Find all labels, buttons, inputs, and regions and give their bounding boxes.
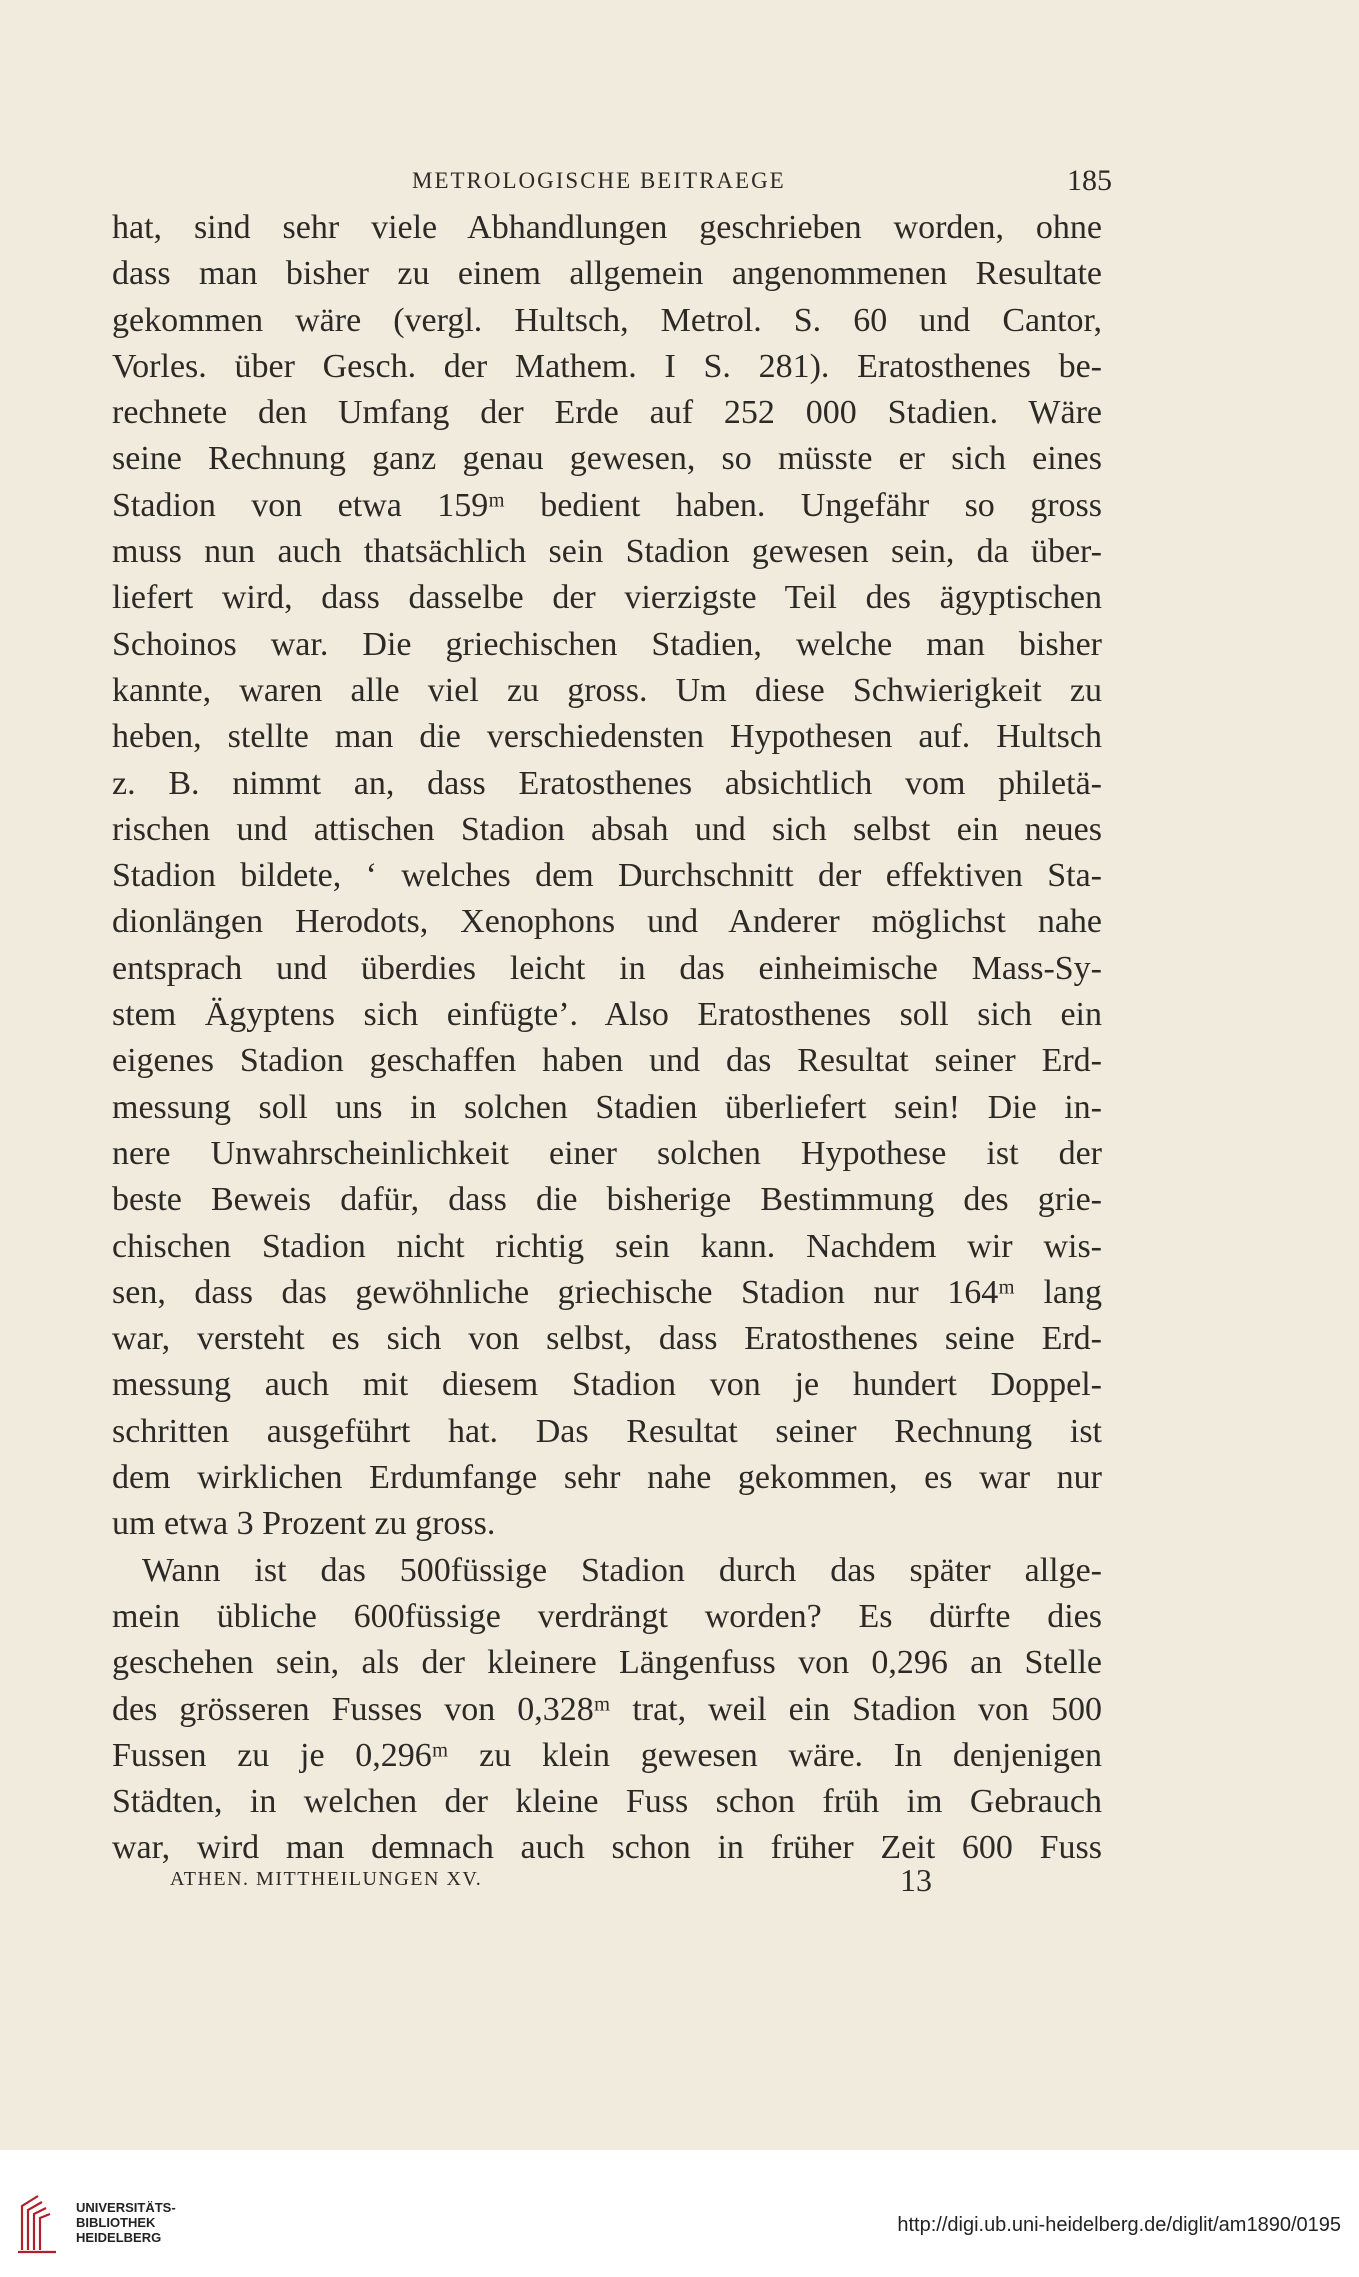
text-line: Stadion von etwa 159ᵐ bedient haben. Ungefähr so gross xyxy=(112,486,1102,524)
library-name-line: UNIVERSITÄTS- xyxy=(76,2200,176,2215)
text-line: messung soll uns in solchen Stadien überliefert sein! Die in- xyxy=(112,1088,1102,1126)
body-text xyxy=(112,205,1102,1872)
text-line: Wann ist das 500füssige Stadion durch das später allge- xyxy=(142,1551,1102,1589)
text-line: gekommen wäre (vergl. Hultsch, Metrol. S. 60 und Cantor, xyxy=(112,301,1102,339)
text-line: eigenes Stadion geschaffen haben und das Resultat seiner Erd- xyxy=(112,1042,1102,1080)
text-line: z. B. nimmt an, dass Eratosthenes absichtlich vom philetä- xyxy=(112,764,1102,802)
library-logo-icon xyxy=(16,2190,60,2256)
library-name-line: BIBLIOTHEK xyxy=(76,2215,156,2230)
text-line: beste Beweis dafür, dass die bisherige Bestimmung des grie- xyxy=(112,1181,1102,1219)
text-line: muss nun auch thatsächlich sein Stadion gewesen sein, da über- xyxy=(112,533,1102,571)
digitization-colophon xyxy=(0,2150,1359,2277)
text-line: rischen und attischen Stadion absah und sich selbst ein neues xyxy=(112,810,1102,848)
text-line: sen, dass das gewöhnliche griechische Stadion nur 164ᵐ lang xyxy=(112,1273,1102,1311)
text-line: chischen Stadion nicht richtig sein kann. Nachdem wir wis- xyxy=(112,1227,1102,1265)
library-name-line: HEIDELBERG xyxy=(76,2230,162,2245)
text-line: kannte, waren alle viel zu gross. Um diese Schwierigkeit zu xyxy=(112,671,1102,709)
journal-title: ATHEN. MITTHEILUNGEN XV. xyxy=(170,1868,483,1890)
text-line: mein übliche 600füssige verdrängt worden? Es dürfte dies xyxy=(112,1597,1102,1635)
text-line: Städten, in welchen der kleine Fuss schon früh im Gebrauch xyxy=(112,1783,1102,1821)
running-head xyxy=(112,164,1112,208)
text-line: des grösseren Fusses von 0,328ᵐ trat, weil ein Stadion von 500 xyxy=(112,1690,1102,1728)
text-line: rechnete den Umfang der Erde auf 252 000 Stadien. Wäre xyxy=(112,394,1102,432)
text-line: liefert wird, dass dasselbe der vierzigste Teil des ägyptischen xyxy=(112,579,1102,617)
text-line: um etwa 3 Prozent zu gross. xyxy=(112,1505,496,1543)
text-line: war, versteht es sich von selbst, dass Eratosthenes seine Erd- xyxy=(112,1320,1102,1358)
text-line: seine Rechnung ganz genau gewesen, so müsste er sich eines xyxy=(112,440,1102,478)
text-line: messung auch mit diesem Stadion von je hundert Doppel- xyxy=(112,1366,1102,1404)
text-line: hat, sind sehr viele Abhandlungen geschrieben worden, ohne xyxy=(112,209,1102,246)
text-line: war, wird man demnach auch schon in früher Zeit 600 Fuss xyxy=(112,1829,1102,1867)
source-url-link[interactable]: http://digi.ub.uni-heidelberg.de/diglit/am1890/0195 xyxy=(897,2214,1341,2236)
text-line: dass man bisher zu einem allgemein angenommenen Resultate xyxy=(112,255,1102,293)
text-line: Fussen zu je 0,296ᵐ zu klein gewesen wäre. In denjenigen xyxy=(112,1736,1102,1774)
text-line: Vorles. über Gesch. der Mathem. I S. 281). Eratosthenes be- xyxy=(112,347,1102,385)
text-line: dionlängen Herodots, Xenophons und Anderer möglichst nahe xyxy=(112,903,1102,941)
page-number: 185 xyxy=(1067,164,1112,197)
text-line: Schoinos war. Die griechischen Stadien, welche man bisher xyxy=(112,625,1102,663)
signature-mark: 13 xyxy=(900,1862,932,1898)
text-line: stem Ägyptens sich einfügte’. Also Eratosthenes soll sich ein xyxy=(112,996,1102,1034)
page-footer xyxy=(170,1862,990,1906)
text-line: geschehen sein, als der kleinere Längenfuss von 0,296 an Stelle xyxy=(112,1644,1102,1682)
text-line: dem wirklichen Erdumfange sehr nahe gekommen, es war nur xyxy=(112,1459,1102,1497)
running-title: METROLOGISCHE BEITRAEGE xyxy=(412,168,786,193)
text-line: schritten ausgeführt hat. Das Resultat seiner Rechnung ist xyxy=(112,1412,1102,1450)
library-name xyxy=(76,2200,176,2245)
text-line: nere Unwahrscheinlichkeit einer solchen Hypothese ist der xyxy=(112,1134,1102,1172)
text-line: heben, stellte man die verschiedensten Hypothesen auf. Hultsch xyxy=(112,718,1102,756)
text-line: Stadion bildete, ‘ welches dem Durchschnitt der effektiven Sta- xyxy=(112,857,1102,895)
text-line: entsprach und überdies leicht in das einheimische Mass-Sy- xyxy=(112,949,1102,987)
